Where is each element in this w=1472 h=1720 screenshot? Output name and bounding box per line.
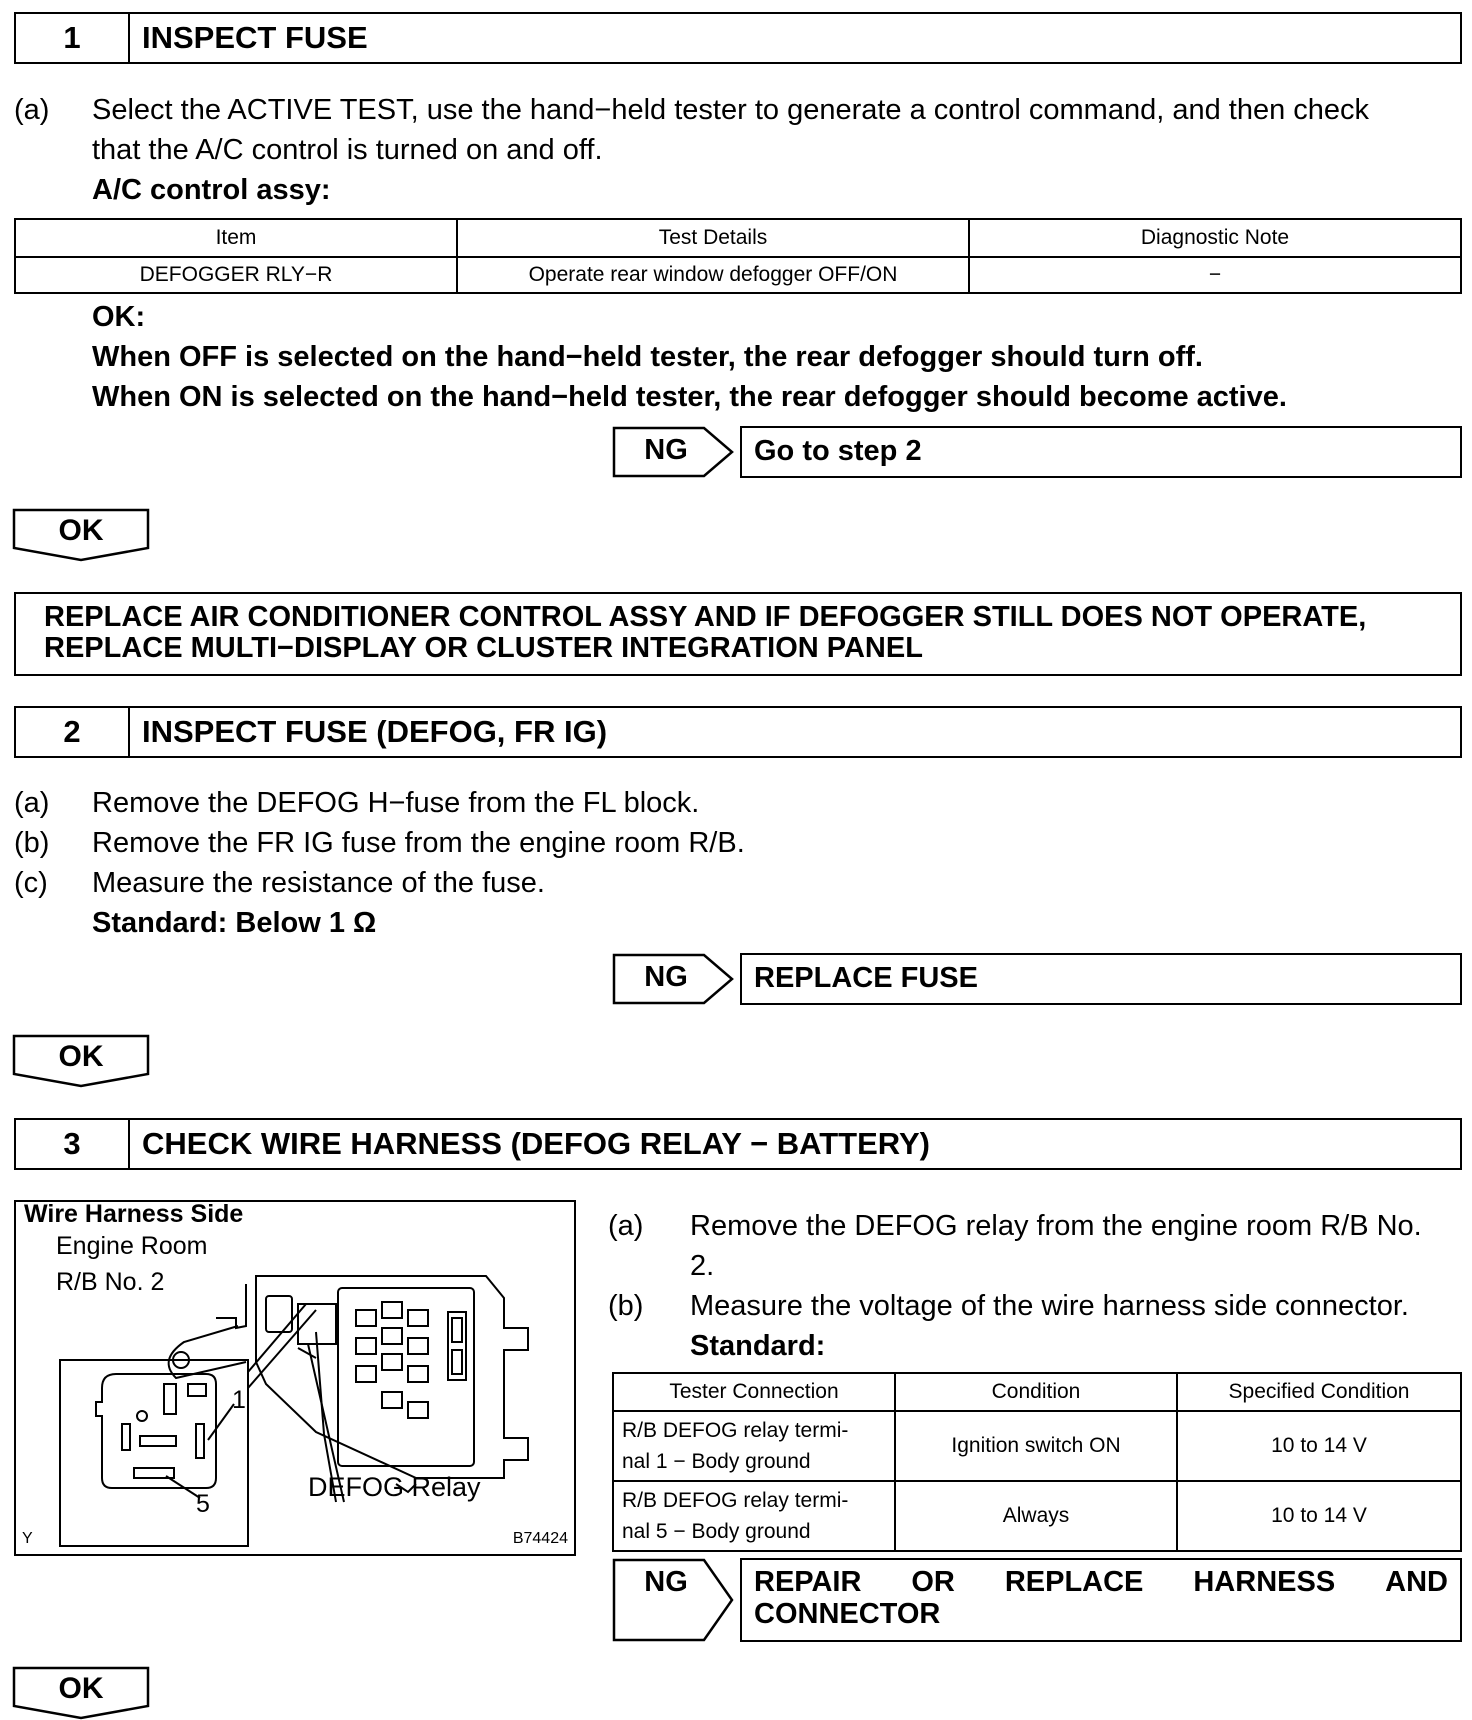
replace-text: REPLACE AIR CONDITIONER CONTROL ASSY AND IF DEFOGGER STILL DOES NOT OPERATE,: [44, 601, 1367, 633]
cell-text: nal 5 − Body ground: [622, 1520, 811, 1543]
ng-result-text: Go to step 2: [754, 435, 922, 467]
item-label: (a): [14, 787, 50, 819]
step-title: CHECK WIRE HARNESS (DEFOG RELAY − BATTERY): [142, 1126, 930, 1161]
instruction-text: that the A/C control is turned on and off.: [92, 134, 603, 166]
table-cell: [613, 1481, 895, 1551]
ng-result-text: CONNECTOR: [754, 1598, 941, 1630]
ng-result-word: AND: [1385, 1566, 1448, 1598]
standard-value: Standard: Below 1 Ω: [92, 907, 377, 939]
ng-label: NG: [644, 434, 688, 466]
step-3-header: [14, 1118, 1462, 1170]
replace-text: REPLACE MULTI−DISPLAY OR CLUSTER INTEGRATION PANEL: [44, 632, 923, 664]
table-header: Diagnostic Note: [969, 219, 1461, 257]
figure-id: B74424: [512, 1530, 568, 1547]
ok-criteria-text: When OFF is selected on the hand−held tester, the rear defogger should turn off.: [92, 341, 1203, 373]
instruction-text: Remove the FR IG fuse from the engine room R/B.: [92, 827, 745, 859]
table-cell: Always: [895, 1481, 1177, 1551]
ok-flow-arrow: [12, 508, 150, 560]
figure-corner-label: Y: [22, 1530, 33, 1547]
table-header: Test Details: [457, 219, 969, 257]
figure-label: R/B No. 2: [56, 1268, 165, 1296]
table-caption: A/C control assy:: [92, 174, 331, 206]
cell-text: nal 1 − Body ground: [622, 1450, 811, 1473]
cell-text: R/B DEFOG relay termi-: [622, 1419, 849, 1442]
table-cell: −: [969, 257, 1461, 293]
step-2-header: [14, 706, 1462, 758]
standard-label: Standard:: [690, 1330, 826, 1362]
figure-label: DEFOG Relay: [308, 1472, 481, 1502]
table-cell: [613, 1411, 895, 1481]
ok-label: OK: [58, 1672, 104, 1705]
instruction-text: Measure the resistance of the fuse.: [92, 867, 545, 899]
ok-criteria-text: When ON is selected on the hand−held tester, the rear defogger should become active.: [92, 381, 1287, 413]
step-number: 2: [16, 708, 130, 756]
table-header: Tester Connection: [613, 1373, 895, 1411]
table-cell: 10 to 14 V: [1177, 1481, 1461, 1551]
ok-flow-arrow: [12, 1034, 150, 1086]
ng-result-text: REPLACE FUSE: [754, 962, 978, 994]
ng-result-word: HARNESS: [1193, 1566, 1336, 1598]
instruction-text: Remove the DEFOG relay from the engine room R/B No.: [690, 1210, 1422, 1242]
ng-result-word: REPLACE: [1004, 1566, 1144, 1598]
instruction-text: Remove the DEFOG H−fuse from the FL block.: [92, 787, 700, 819]
instruction-text: Select the ACTIVE TEST, use the hand−held tester to generate a control command, and then check: [92, 94, 1370, 126]
step-number: 3: [16, 1120, 130, 1168]
table-header: Item: [15, 219, 457, 257]
instruction-text: Measure the voltage of the wire harness side connector.: [690, 1290, 1409, 1322]
cell-text: R/B DEFOG relay termi-: [622, 1489, 849, 1512]
figure-title: Wire Harness Side: [24, 1200, 244, 1228]
table-header: Specified Condition: [1177, 1373, 1461, 1411]
pin-label: 1: [232, 1386, 246, 1414]
replace-instruction-box: [14, 592, 1462, 676]
figure-label: Engine Room: [56, 1232, 208, 1260]
item-label: (b): [14, 827, 50, 859]
ng-result-line: [754, 1566, 1448, 1598]
ng-result-box: [740, 953, 1462, 1005]
pin-label: 5: [196, 1490, 210, 1518]
active-test-table: [14, 218, 1462, 294]
ng-result-word: REPAIR: [754, 1566, 862, 1598]
step-1-header: [14, 12, 1462, 64]
ok-criteria-label: OK:: [92, 301, 146, 333]
ng-label: NG: [644, 961, 688, 993]
table-cell: 10 to 14 V: [1177, 1411, 1461, 1481]
item-label: (a): [14, 94, 50, 126]
ok-label: OK: [58, 1040, 104, 1073]
ng-result-box: [740, 426, 1462, 478]
table-cell: Ignition switch ON: [895, 1411, 1177, 1481]
instruction-text: 2.: [690, 1250, 715, 1282]
table-header: Condition: [895, 1373, 1177, 1411]
item-label: (c): [14, 867, 48, 899]
ok-flow-arrow: [12, 1666, 150, 1718]
wiring-figure: [14, 1200, 576, 1556]
ng-label: NG: [644, 1566, 688, 1598]
table-cell: DEFOGGER RLY−R: [15, 257, 457, 293]
ng-result-box: [740, 1558, 1462, 1642]
step-title: INSPECT FUSE: [142, 20, 368, 55]
voltage-spec-table: [612, 1372, 1462, 1552]
ng-result-word: OR: [911, 1566, 955, 1598]
item-label: (a): [608, 1210, 644, 1242]
ok-label: OK: [58, 514, 104, 547]
step-number: 1: [16, 14, 130, 62]
step-title: INSPECT FUSE (DEFOG, FR IG): [142, 714, 608, 749]
item-label: (b): [608, 1290, 644, 1322]
table-cell: Operate rear window defogger OFF/ON: [457, 257, 969, 293]
